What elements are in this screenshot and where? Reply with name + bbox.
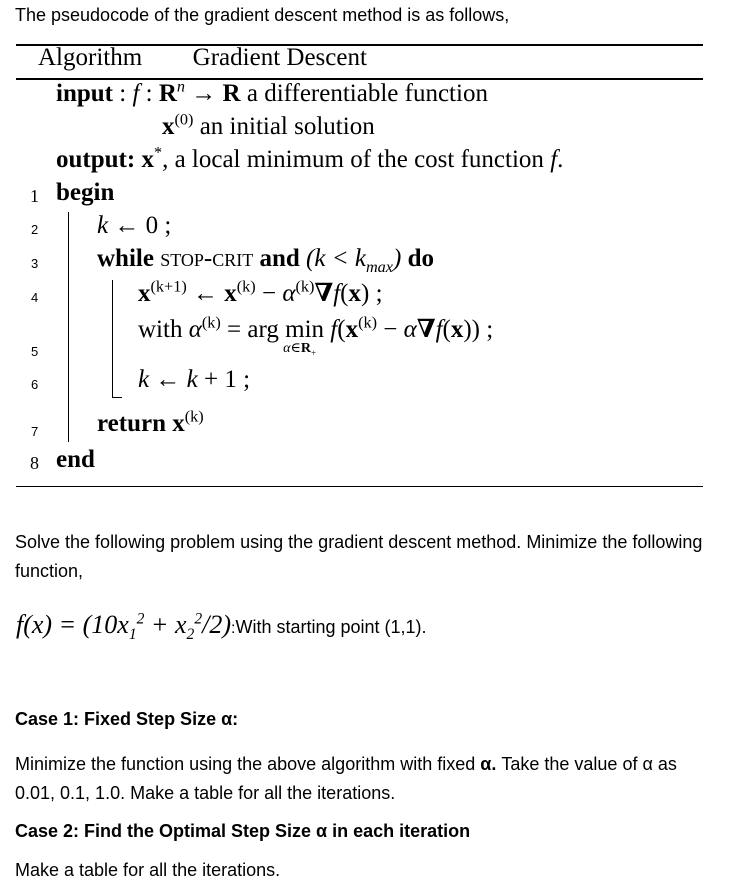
- end-keyword: end: [56, 446, 95, 473]
- input-init-line: $x^{(0)}$ an initial solution: [162, 110, 375, 140]
- input-init-text: an initial solution: [199, 113, 375, 140]
- case1-title: Case 1: Fixed Step Size α:: [15, 709, 239, 729]
- output-description: a local minimum of the cost function: [174, 146, 544, 173]
- step-size-line: with $\alpha^{(k)}$ = arg min $\alpha\in R_+$ $f(x^{(k)} - \alpha\nabla f(x))$ ;: [138, 313, 494, 358]
- case1-body-a: Minimize the function using the above algorithm with fixed: [15, 754, 476, 774]
- arg-keyword: arg: [247, 316, 279, 343]
- while-line: while stop-crit and $(k < k_{max})$ do: [97, 245, 434, 276]
- case1-alpha: α.: [480, 754, 497, 774]
- starting-point-text: With starting point (1,1).: [235, 617, 427, 637]
- min-keyword: min: [285, 316, 325, 343]
- bottom-rule: [16, 486, 703, 487]
- intro-text: The pseudocode of the gradient descent method is as follows,: [15, 5, 510, 25]
- case1-body: [15, 750, 715, 808]
- init-k-line: k ← 0 ;: [97, 212, 172, 239]
- objective-line: $f(x) = (10x_1^2$ + $x_2^2/2):With$ starting point (1,1).: [16, 610, 427, 644]
- begin-block-bar: [68, 212, 69, 442]
- objective-function: $f(x) = (10x_1^2 + x_2^2/2)$: [16, 610, 231, 644]
- case2-body: Make a table for all the iterations.: [15, 860, 281, 880]
- input-line: input : f : $R^n \to R$ a differentiable function: [56, 77, 488, 107]
- line-number-5: 5: [31, 344, 39, 359]
- algorithm-label: Algorithm: [38, 44, 143, 71]
- update-line: $x^{(k+1)}$ ← $x^{(k)} - \alpha^{(k)}\nabla f(x)$ ;: [138, 277, 383, 307]
- with-keyword: with: [138, 316, 183, 343]
- line-number-2: 2: [31, 222, 39, 237]
- case1-body-b: Take the value of α as 0.01, 0.1, 1.0. Make a table for all the iterations.: [15, 754, 677, 803]
- line-number-6: 6: [31, 377, 39, 392]
- line-number-3: 3: [31, 256, 39, 271]
- and-keyword: and: [259, 245, 300, 272]
- algorithm-name: Gradient Descent: [192, 44, 367, 71]
- begin-keyword: begin: [56, 179, 115, 206]
- line-number-4: 4: [31, 290, 39, 305]
- while-block-foot: [112, 397, 122, 398]
- while-keyword: while: [97, 245, 154, 272]
- algorithm-header: [38, 44, 367, 72]
- do-keyword: do: [407, 245, 434, 272]
- return-line: return $x^{(k)}$: [97, 407, 204, 437]
- problem-statement: Solve the following problem using the gradient descent method. Minimize the following function,: [15, 532, 703, 581]
- line-number-1: 1: [30, 186, 39, 206]
- case2-title: Case 2: Find the Optimal Step Size α in each iteration: [15, 821, 471, 841]
- line-number-7: 7: [31, 424, 39, 439]
- stop-crit: stop-crit: [160, 245, 254, 272]
- output-keyword: output:: [56, 146, 136, 173]
- increment-line: k ← k + 1 ;: [138, 366, 251, 393]
- while-block-bar: [112, 280, 113, 398]
- return-keyword: return: [97, 410, 166, 437]
- output-line: output: x*, a local minimum of the cost function f.: [56, 143, 564, 173]
- input-keyword: input: [56, 80, 113, 107]
- input-description: a differentiable function: [246, 80, 488, 107]
- line-number-8: 8: [30, 453, 39, 473]
